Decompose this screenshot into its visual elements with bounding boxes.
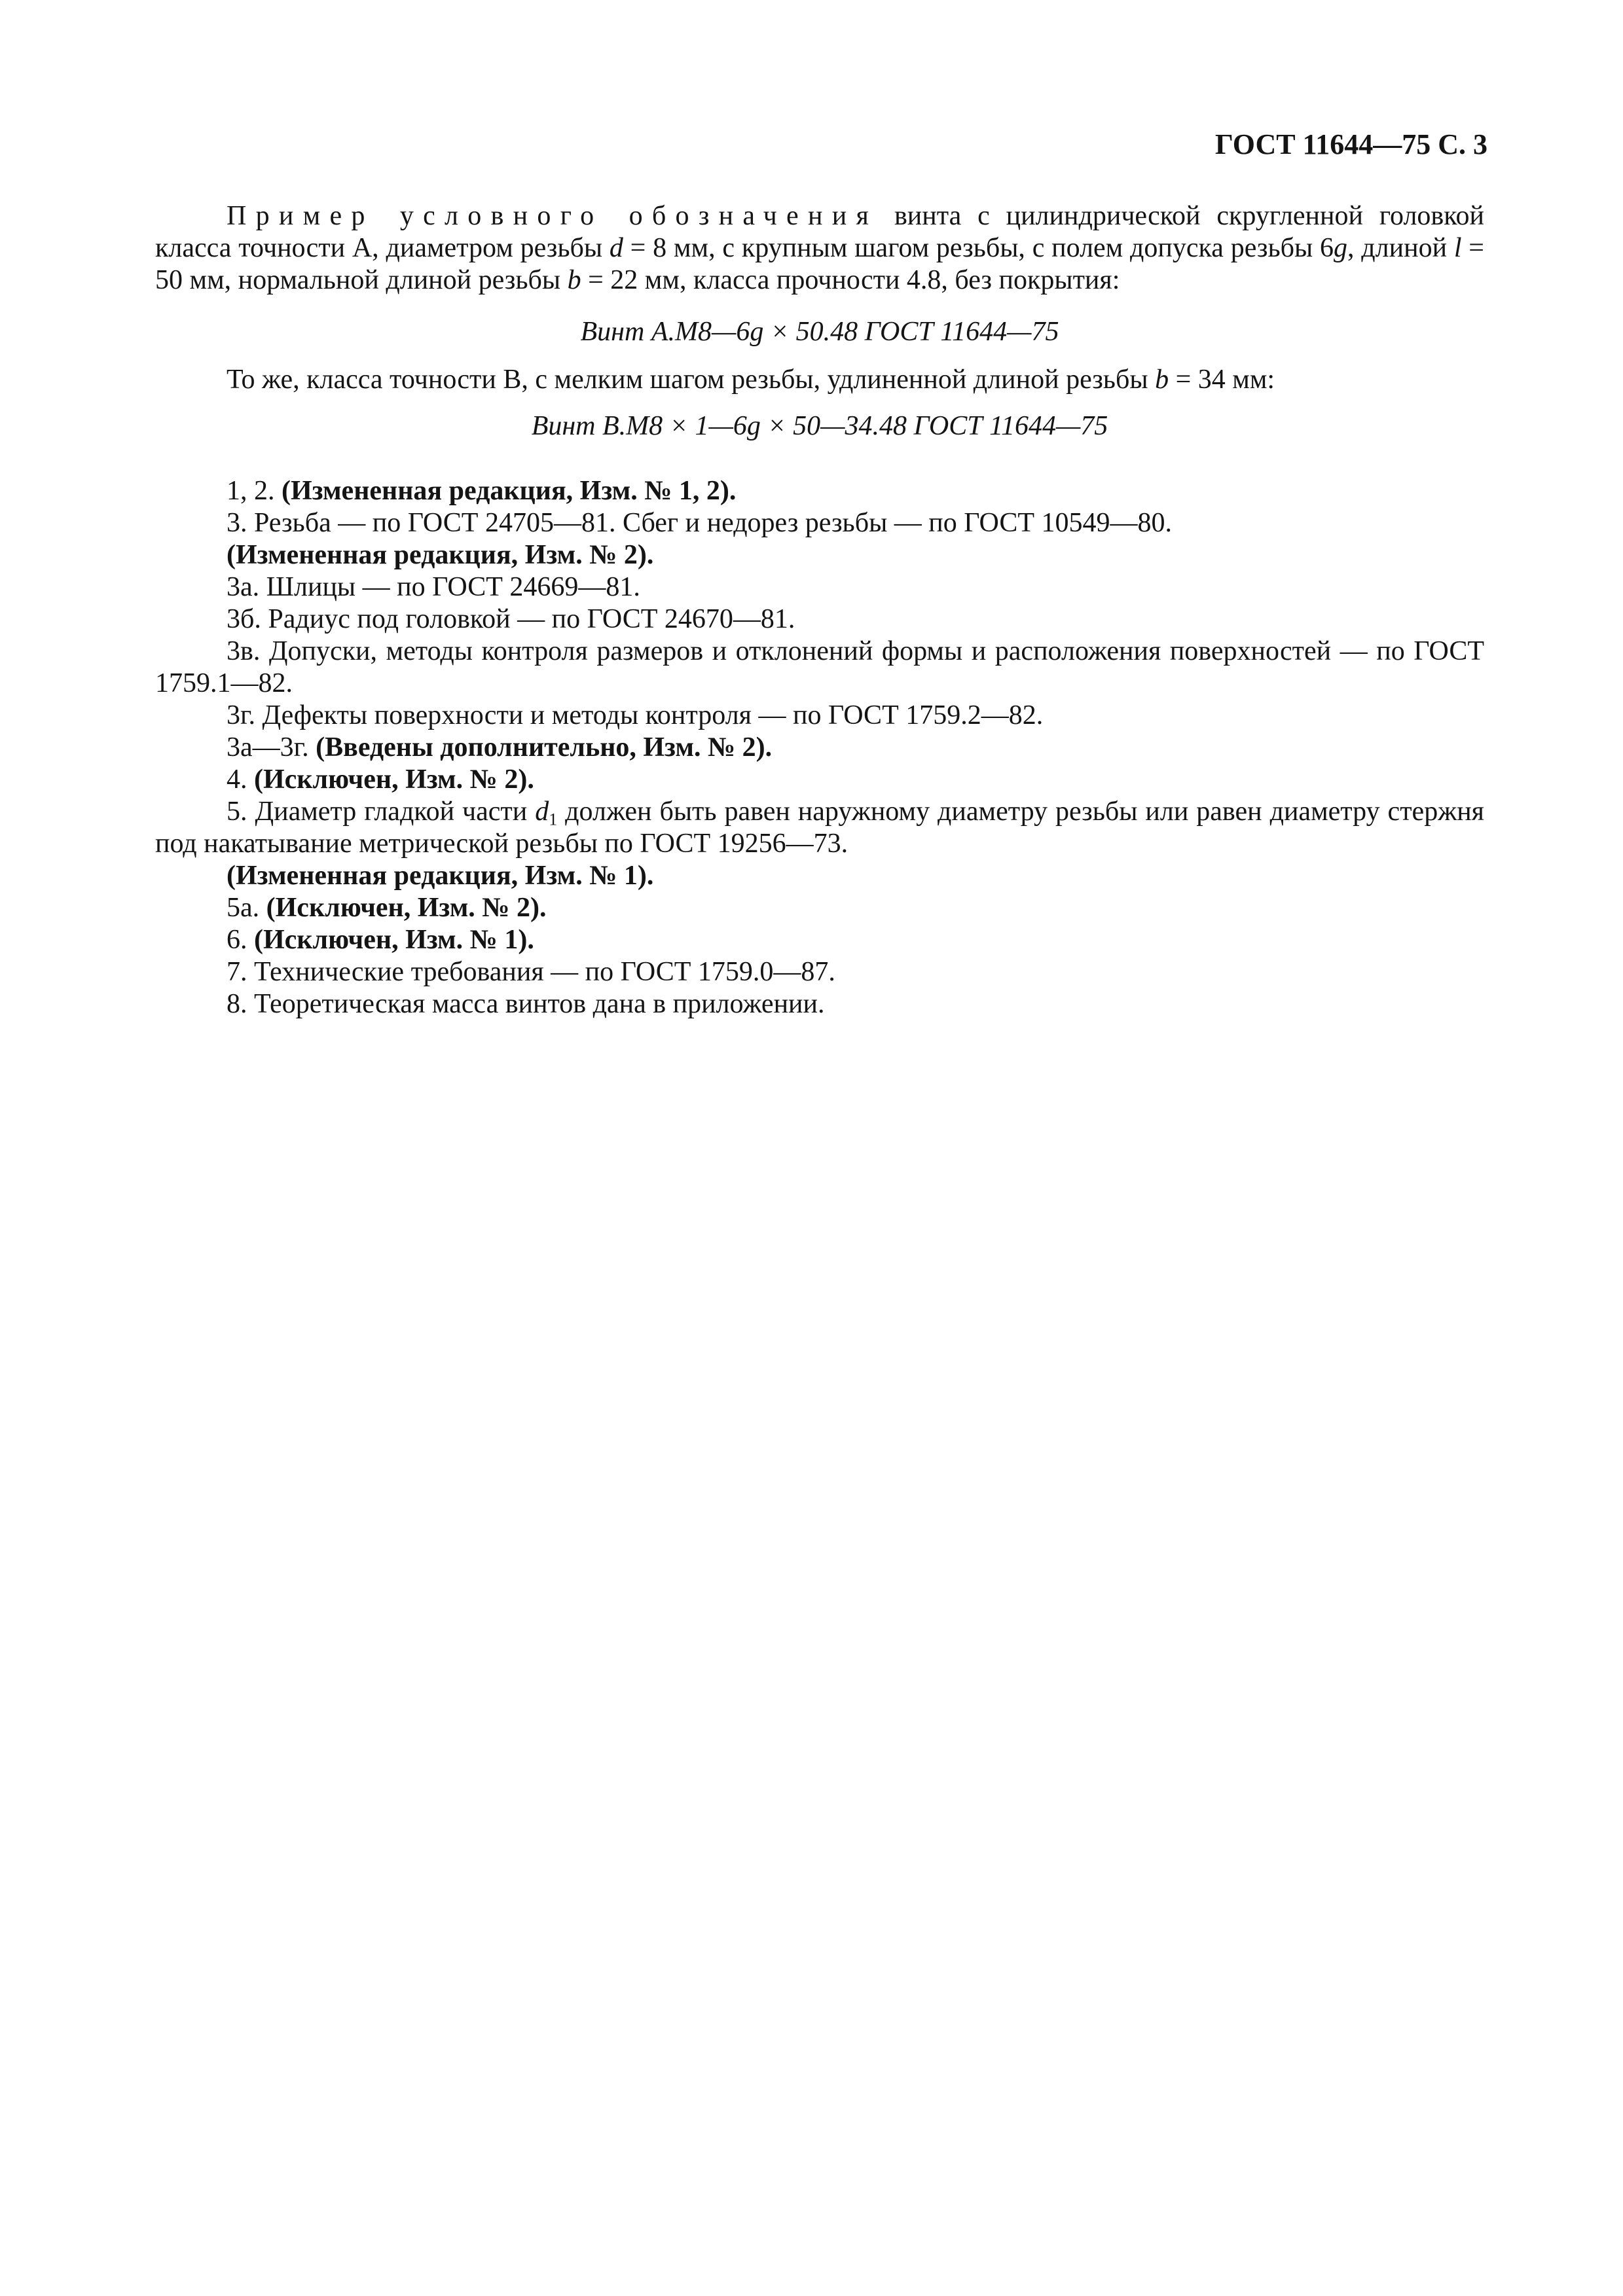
item-5a-note: (Исключен, Изм. № 2). <box>266 893 547 923</box>
example-text-1: винта с цилиндрической скругленной головкой класса точности А, диаметром резьбы <box>155 201 1485 263</box>
item-3a-3g-note: (Введены дополнительно, Изм. № 2). <box>316 732 773 762</box>
item-6-note: (Исключен, Изм. № 1). <box>254 925 534 955</box>
item-3v: 3в. Допуски, методы контроля размеров и отклонений формы и расположения поверхностей — по ГОСТ 1759.1—82. <box>155 636 1484 698</box>
var-b: b <box>567 265 581 295</box>
document-body <box>155 200 1484 1020</box>
item-5a <box>155 892 1484 924</box>
item-5-text-2: должен быть равен наружному диаметру резьбы или равен диаметру стержня под накатывание метрической резьбы по ГОСТ 19256—73. <box>155 797 1485 859</box>
same-var-b: b <box>1155 365 1169 395</box>
same-paragraph <box>155 364 1484 396</box>
item-6-number: 6. <box>227 925 247 955</box>
item-1-2-note: (Измененная редакция, Изм. № 1, 2). <box>282 476 737 506</box>
same-text-end: = 34 мм: <box>1169 365 1275 395</box>
designation-2: Винт В.М8 × 1—6g × 50—34.48 ГОСТ 11644—75 <box>531 411 1108 441</box>
item-5-subscript: 1 <box>549 810 558 829</box>
item-4 <box>155 764 1484 796</box>
example-paragraph <box>155 200 1484 296</box>
same-text: То же, класса точности В, с мелким шагом резьбы, удлиненной длиной резьбы <box>227 365 1156 395</box>
var-g: g <box>1334 233 1347 263</box>
var-l: l <box>1453 233 1462 263</box>
item-5-note: (Измененная редакция, Изм. № 1). <box>227 861 654 891</box>
spaced-lead: Пример условного обозначения <box>227 201 879 231</box>
item-3g: 3г. Дефекты поверхности и методы контроля — по ГОСТ 1759.2—82. <box>227 700 1044 730</box>
item-3a: 3а. Шлицы — по ГОСТ 24669—81. <box>227 572 640 602</box>
item-5-var: d <box>535 797 549 827</box>
item-7: 7. Технические требования — по ГОСТ 1759.0—87. <box>227 957 835 987</box>
example-text-5: = 22 мм, класса прочности 4.8, без покрытия: <box>581 265 1120 295</box>
item-3a-3g <box>155 732 1484 764</box>
item-3-note: (Измененная редакция, Изм. № 2). <box>227 540 654 570</box>
item-3: 3. Резьба — по ГОСТ 24705—81. Сбег и недорез резьбы — по ГОСТ 10549—80. <box>227 508 1173 538</box>
example-text-3: , длиной <box>1347 233 1454 263</box>
item-4-number: 4. <box>227 764 247 795</box>
item-8: 8. Теоретическая масса винтов дана в приложении. <box>227 989 825 1019</box>
designation-1: Винт А.М8—6g × 50.48 ГОСТ 11644—75 <box>580 317 1059 347</box>
example-text-2: = 8 мм, с крупным шагом резьбы, с полем допуска резьбы 6 <box>623 233 1334 263</box>
item-5-text-1: 5. Диаметр гладкой части <box>227 797 536 827</box>
item-3a-3g-number: 3а—3г. <box>227 732 309 762</box>
var-d: d <box>609 233 623 263</box>
item-3b: 3б. Радиус под головкой — по ГОСТ 24670—81. <box>227 604 795 634</box>
item-1-2 <box>155 475 1484 507</box>
page-header: ГОСТ 11644—75 С. 3 <box>1214 128 1487 160</box>
example-text-4: = 50 мм, нормальной длиной резьбы <box>155 233 1484 295</box>
item-5a-number: 5а. <box>227 893 260 923</box>
item-4-note: (Исключен, Изм. № 2). <box>254 764 534 795</box>
item-6 <box>155 924 1484 956</box>
item-1-2-number: 1, 2. <box>227 476 275 506</box>
item-5 <box>155 796 1484 860</box>
